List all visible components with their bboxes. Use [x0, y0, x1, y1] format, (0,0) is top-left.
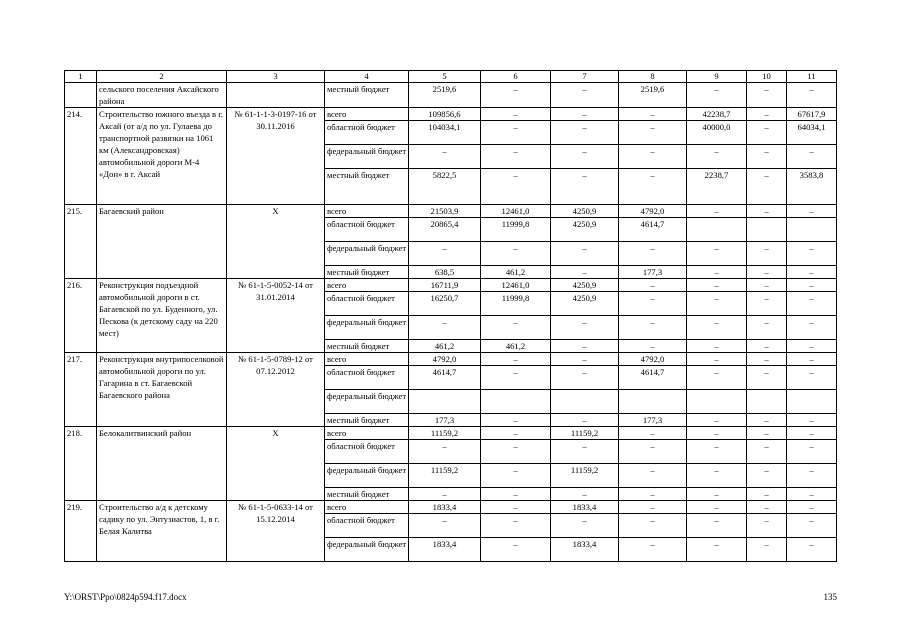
- amount-cell: 42238,7: [687, 108, 747, 121]
- amount-cell: 11159,2: [551, 464, 619, 488]
- funding-source: областной бюджет: [325, 366, 409, 390]
- table-row: [65, 205, 837, 218]
- funding-source: местный бюджет: [325, 83, 409, 108]
- amount-cell: –: [747, 414, 787, 427]
- column-header-2: 2: [97, 71, 227, 83]
- funding-source: всего: [325, 279, 409, 292]
- amount-cell: 11999,8: [481, 218, 551, 242]
- amount-cell: –: [787, 366, 837, 390]
- amount-cell: –: [747, 316, 787, 340]
- amount-cell: –: [619, 145, 687, 169]
- amount-cell: 20865,4: [409, 218, 481, 242]
- amount-cell: 11159,2: [409, 427, 481, 440]
- amount-cell: 4250,9: [551, 279, 619, 292]
- amount-cell: 461,2: [409, 340, 481, 353]
- amount-cell: –: [687, 279, 747, 292]
- amount-cell: –: [619, 121, 687, 145]
- funding-source: федеральный бюджет: [325, 145, 409, 169]
- object-name: сельского поселения Аксайского района: [97, 83, 227, 108]
- amount-cell: –: [481, 83, 551, 108]
- amount-cell: –: [481, 145, 551, 169]
- amount-cell: –: [551, 121, 619, 145]
- amount-cell: [687, 390, 747, 414]
- amount-cell: –: [787, 266, 837, 279]
- amount-cell: [551, 390, 619, 414]
- row-number: 214.: [65, 108, 97, 205]
- amount-cell: 11999,8: [481, 292, 551, 316]
- amount-cell: –: [481, 366, 551, 390]
- amount-cell: [619, 390, 687, 414]
- funding-source: местный бюджет: [325, 266, 409, 279]
- amount-cell: –: [747, 292, 787, 316]
- object-name: Реконструкция подъездной автомобильной дороги в ст. Багаевской по ул. Буденного, ул. Пескова (к детскому саду на 220 мест): [97, 279, 227, 353]
- amount-cell: 4614,7: [619, 366, 687, 390]
- amount-cell: –: [551, 242, 619, 266]
- table-row: [65, 501, 837, 514]
- amount-cell: –: [787, 538, 837, 562]
- amount-cell: –: [409, 488, 481, 501]
- row-number: 217.: [65, 353, 97, 427]
- amount-cell: –: [619, 108, 687, 121]
- amount-cell: –: [787, 440, 837, 464]
- amount-cell: –: [551, 340, 619, 353]
- amount-cell: 109856,6: [409, 108, 481, 121]
- amount-cell: 4614,7: [619, 218, 687, 242]
- amount-cell: –: [619, 316, 687, 340]
- funding-source: всего: [325, 353, 409, 366]
- amount-cell: 16711,9: [409, 279, 481, 292]
- column-header-10: 10: [747, 71, 787, 83]
- amount-cell: –: [481, 538, 551, 562]
- amount-cell: –: [747, 488, 787, 501]
- amount-cell: 3583,8: [787, 169, 837, 205]
- amount-cell: –: [481, 464, 551, 488]
- amount-cell: 2519,6: [619, 83, 687, 108]
- amount-cell: –: [787, 316, 837, 340]
- amount-cell: 4250,9: [551, 292, 619, 316]
- amount-cell: –: [481, 501, 551, 514]
- amount-cell: 461,2: [481, 266, 551, 279]
- amount-cell: [687, 218, 747, 242]
- amount-cell: –: [687, 145, 747, 169]
- amount-cell: –: [747, 440, 787, 464]
- amount-cell: [747, 390, 787, 414]
- amount-cell: –: [619, 292, 687, 316]
- amount-cell: –: [787, 488, 837, 501]
- funding-source: областной бюджет: [325, 218, 409, 242]
- amount-cell: 104034,1: [409, 121, 481, 145]
- amount-cell: –: [687, 353, 747, 366]
- amount-cell: 4792,0: [619, 205, 687, 218]
- amount-cell: 177,3: [619, 414, 687, 427]
- amount-cell: –: [481, 169, 551, 205]
- amount-cell: –: [481, 514, 551, 538]
- document-ref: № 61-1-5-0052-14 от 31.01.2014: [227, 279, 325, 353]
- amount-cell: 16250,7: [409, 292, 481, 316]
- funding-source: местный бюджет: [325, 488, 409, 501]
- column-header-1: 1: [65, 71, 97, 83]
- amount-cell: 40000,0: [687, 121, 747, 145]
- document-ref: Х: [227, 205, 325, 279]
- amount-cell: –: [409, 242, 481, 266]
- amount-cell: –: [551, 145, 619, 169]
- amount-cell: –: [481, 108, 551, 121]
- amount-cell: –: [687, 538, 747, 562]
- amount-cell: –: [687, 242, 747, 266]
- amount-cell: –: [687, 340, 747, 353]
- funding-source: федеральный бюджет: [325, 538, 409, 562]
- amount-cell: [787, 218, 837, 242]
- amount-cell: [787, 390, 837, 414]
- amount-cell: 2519,6: [409, 83, 481, 108]
- amount-cell: –: [687, 414, 747, 427]
- amount-cell: –: [687, 366, 747, 390]
- amount-cell: –: [747, 464, 787, 488]
- amount-cell: –: [747, 145, 787, 169]
- amount-cell: –: [687, 514, 747, 538]
- amount-cell: –: [481, 488, 551, 501]
- amount-cell: –: [481, 353, 551, 366]
- amount-cell: –: [787, 501, 837, 514]
- funding-source: всего: [325, 205, 409, 218]
- amount-cell: –: [409, 514, 481, 538]
- amount-cell: –: [551, 169, 619, 205]
- amount-cell: –: [687, 316, 747, 340]
- amount-cell: –: [747, 121, 787, 145]
- amount-cell: 21503,9: [409, 205, 481, 218]
- amount-cell: 12461,0: [481, 205, 551, 218]
- funding-source: федеральный бюджет: [325, 390, 409, 414]
- amount-cell: 5822,5: [409, 169, 481, 205]
- amount-cell: –: [687, 427, 747, 440]
- amount-cell: –: [481, 427, 551, 440]
- funding-source: местный бюджет: [325, 414, 409, 427]
- funding-source: местный бюджет: [325, 169, 409, 205]
- amount-cell: [409, 390, 481, 414]
- funding-source: местный бюджет: [325, 340, 409, 353]
- amount-cell: –: [787, 353, 837, 366]
- funding-source: федеральный бюджет: [325, 242, 409, 266]
- amount-cell: –: [787, 279, 837, 292]
- document-ref: Х: [227, 427, 325, 501]
- funding-source: всего: [325, 427, 409, 440]
- amount-cell: –: [481, 242, 551, 266]
- amount-cell: –: [787, 514, 837, 538]
- amount-cell: –: [747, 514, 787, 538]
- amount-cell: –: [787, 205, 837, 218]
- amount-cell: –: [551, 353, 619, 366]
- amount-cell: –: [409, 316, 481, 340]
- amount-cell: –: [687, 440, 747, 464]
- column-header-8: 8: [619, 71, 687, 83]
- document-ref: [227, 83, 325, 108]
- funding-source: областной бюджет: [325, 121, 409, 145]
- budget-table: [64, 70, 837, 562]
- object-name: Строительство южного въезда в г. Аксай (от а/д по ул. Гулаева до транспортной развязки на 1061 км (Александровская) автомобильной дороги М-4 «Дон» в г. Аксай: [97, 108, 227, 205]
- funding-source: федеральный бюджет: [325, 316, 409, 340]
- amount-cell: –: [787, 427, 837, 440]
- footer-page-number: 135: [823, 592, 837, 602]
- amount-cell: 461,2: [481, 340, 551, 353]
- object-name: Белокалитвинский район: [97, 427, 227, 501]
- table-row: [65, 279, 837, 292]
- amount-cell: –: [787, 340, 837, 353]
- amount-cell: –: [551, 414, 619, 427]
- amount-cell: [481, 390, 551, 414]
- amount-cell: –: [747, 427, 787, 440]
- column-header-7: 7: [551, 71, 619, 83]
- funding-source: областной бюджет: [325, 440, 409, 464]
- amount-cell: –: [787, 83, 837, 108]
- amount-cell: 12461,0: [481, 279, 551, 292]
- funding-source: областной бюджет: [325, 514, 409, 538]
- amount-cell: –: [551, 83, 619, 108]
- object-name: Строительство а/д к детскому садику по ул. Энтузиастов, 1, в г. Белая Калитва: [97, 501, 227, 562]
- document-ref: № 61-1-5-0633-14 от 15.12.2014: [227, 501, 325, 562]
- column-header-9: 9: [687, 71, 747, 83]
- amount-cell: 4792,0: [409, 353, 481, 366]
- amount-cell: 67617,9: [787, 108, 837, 121]
- amount-cell: 1833,4: [551, 501, 619, 514]
- amount-cell: –: [747, 169, 787, 205]
- amount-cell: –: [787, 292, 837, 316]
- amount-cell: –: [687, 266, 747, 279]
- amount-cell: –: [747, 83, 787, 108]
- amount-cell: –: [747, 279, 787, 292]
- amount-cell: –: [481, 440, 551, 464]
- amount-cell: –: [551, 108, 619, 121]
- amount-cell: 4250,9: [551, 218, 619, 242]
- amount-cell: –: [747, 266, 787, 279]
- amount-cell: –: [787, 464, 837, 488]
- row-number: 215.: [65, 205, 97, 279]
- amount-cell: 11159,2: [409, 464, 481, 488]
- document-ref: № 61-1-5-0789-12 от 07.12.2012: [227, 353, 325, 427]
- table-body: [65, 71, 837, 562]
- amount-cell: 4614,7: [409, 366, 481, 390]
- amount-cell: –: [619, 464, 687, 488]
- amount-cell: –: [747, 366, 787, 390]
- amount-cell: –: [619, 427, 687, 440]
- amount-cell: 1833,4: [409, 538, 481, 562]
- amount-cell: –: [687, 501, 747, 514]
- row-number: [65, 83, 97, 108]
- amount-cell: –: [481, 414, 551, 427]
- amount-cell: –: [687, 488, 747, 501]
- table-row: [65, 83, 837, 108]
- amount-cell: –: [747, 108, 787, 121]
- amount-cell: 4792,0: [619, 353, 687, 366]
- column-header-3: 3: [227, 71, 325, 83]
- amount-cell: –: [687, 292, 747, 316]
- amount-cell: –: [551, 266, 619, 279]
- funding-source: областной бюджет: [325, 292, 409, 316]
- amount-cell: 177,3: [409, 414, 481, 427]
- funding-source: всего: [325, 501, 409, 514]
- amount-cell: –: [747, 353, 787, 366]
- amount-cell: 1833,4: [551, 538, 619, 562]
- amount-cell: 11159,2: [551, 427, 619, 440]
- amount-cell: –: [747, 205, 787, 218]
- table-row: [65, 108, 837, 121]
- amount-cell: 177,3: [619, 266, 687, 279]
- amount-cell: 64034,1: [787, 121, 837, 145]
- amount-cell: –: [619, 514, 687, 538]
- amount-cell: –: [551, 514, 619, 538]
- funding-source: всего: [325, 108, 409, 121]
- amount-cell: [747, 218, 787, 242]
- amount-cell: –: [551, 440, 619, 464]
- amount-cell: –: [551, 366, 619, 390]
- amount-cell: –: [619, 340, 687, 353]
- column-header-5: 5: [409, 71, 481, 83]
- row-number: 216.: [65, 279, 97, 353]
- amount-cell: –: [551, 316, 619, 340]
- document-ref: № 61-1-1-3-0197-16 от 30.11.2016: [227, 108, 325, 205]
- column-number-header-row: [65, 71, 837, 83]
- footer-file-path: Y:\ORST\Ppo\0824p594.f17.docx: [64, 592, 187, 602]
- amount-cell: –: [619, 501, 687, 514]
- table-row: [65, 427, 837, 440]
- amount-cell: –: [409, 145, 481, 169]
- amount-cell: 638,5: [409, 266, 481, 279]
- column-header-11: 11: [787, 71, 837, 83]
- table-row: [65, 353, 837, 366]
- amount-cell: –: [747, 242, 787, 266]
- amount-cell: –: [747, 340, 787, 353]
- amount-cell: –: [481, 316, 551, 340]
- amount-cell: –: [787, 242, 837, 266]
- amount-cell: –: [619, 488, 687, 501]
- amount-cell: –: [551, 488, 619, 501]
- amount-cell: –: [747, 538, 787, 562]
- amount-cell: –: [619, 169, 687, 205]
- amount-cell: –: [747, 501, 787, 514]
- amount-cell: 2238,7: [687, 169, 747, 205]
- row-number: 218.: [65, 427, 97, 501]
- object-name: Реконструкция внутрипоселковой автомобильной дороги по ул. Гагарина в ст. Багаевской Багаевского района: [97, 353, 227, 427]
- amount-cell: –: [687, 464, 747, 488]
- amount-cell: –: [619, 242, 687, 266]
- amount-cell: 1833,4: [409, 501, 481, 514]
- column-header-6: 6: [481, 71, 551, 83]
- column-header-4: 4: [325, 71, 409, 83]
- amount-cell: –: [619, 279, 687, 292]
- amount-cell: 4250,9: [551, 205, 619, 218]
- amount-cell: –: [619, 538, 687, 562]
- amount-cell: –: [619, 440, 687, 464]
- object-name: Багаевский район: [97, 205, 227, 279]
- amount-cell: –: [687, 83, 747, 108]
- amount-cell: –: [687, 205, 747, 218]
- amount-cell: –: [409, 440, 481, 464]
- amount-cell: –: [787, 145, 837, 169]
- amount-cell: –: [481, 121, 551, 145]
- funding-source: федеральный бюджет: [325, 464, 409, 488]
- amount-cell: –: [787, 414, 837, 427]
- row-number: 219.: [65, 501, 97, 562]
